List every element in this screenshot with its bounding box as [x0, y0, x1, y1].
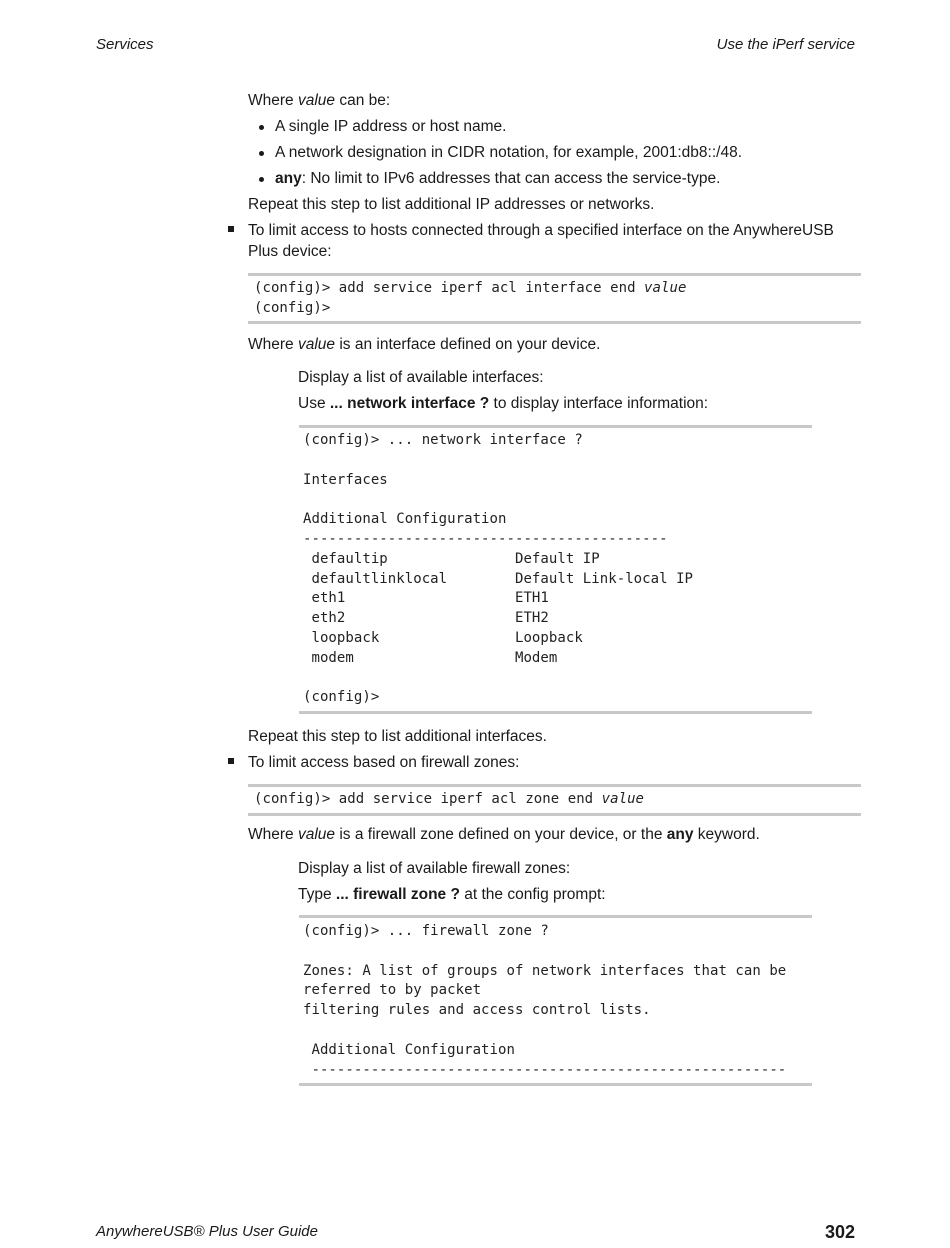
- text: Where: [248, 336, 298, 353]
- square-bullet-icon: [228, 226, 234, 232]
- text: Where: [248, 92, 298, 109]
- code-block-interface: [254, 279, 686, 319]
- code-line: defaultlinklocal Default Link-local IP: [303, 570, 694, 587]
- code-rule: [299, 711, 812, 714]
- code-block-zone: [254, 790, 644, 810]
- bullet-item: [275, 169, 720, 189]
- code-line: [303, 451, 693, 471]
- footer-guide-title: AnywhereUSB® Plus User Guide: [96, 1223, 318, 1240]
- text: is an interface defined on your device.: [335, 336, 601, 353]
- step-zones: To limit access based on firewall zones:: [248, 754, 520, 771]
- repeat-note: Repeat this step to list additional interfaces.: [248, 728, 547, 745]
- text: Where: [248, 826, 298, 843]
- keyword: any: [666, 826, 694, 843]
- text: Type: [298, 886, 336, 903]
- page-number: 302: [824, 1222, 855, 1242]
- code-placeholder: value: [644, 280, 687, 296]
- emphasis: value: [297, 92, 336, 109]
- code-line: -------------------------------------------: [303, 530, 668, 547]
- text: is a firewall zone defined on your device, or the: [335, 826, 667, 843]
- use-network-interface: [298, 394, 708, 414]
- code-line: [303, 490, 693, 510]
- code-line: referred to by packet: [303, 982, 482, 999]
- code-line: eth2 ETH2: [303, 610, 549, 627]
- display-interfaces: Display a list of available interfaces:: [298, 369, 544, 386]
- code-placeholder: value: [601, 791, 645, 807]
- code-line: --------------------------------------------------------: [303, 1061, 787, 1078]
- step-interface-line2: Plus device:: [248, 243, 332, 260]
- code-rule: [248, 784, 861, 787]
- keyword: any: [275, 170, 302, 187]
- code-line: [303, 942, 786, 962]
- repeat-note: Repeat this step to list additional IP addresses or networks.: [248, 196, 655, 213]
- code-line: eth1 ETH1: [303, 590, 549, 607]
- code-rule: [248, 321, 861, 324]
- bullet-icon: [259, 151, 264, 156]
- code-line: (config)> ... firewall zone ?: [303, 923, 549, 939]
- code-line: filtering rules and access control lists.: [303, 1002, 651, 1019]
- text: keyword.: [693, 826, 760, 843]
- text: : No limit to IPv6 addresses that can access the service-type.: [301, 170, 721, 187]
- code-text: (config)> add service iperf acl zone end: [254, 791, 602, 807]
- code-line: Additional Configuration: [303, 1041, 515, 1058]
- emphasis: value: [297, 336, 336, 353]
- where-interface: [248, 335, 600, 355]
- bullet-icon: [259, 125, 264, 130]
- code-text: (config)>: [254, 299, 331, 316]
- command: ... network interface ?: [329, 395, 490, 412]
- bullet-item: A network designation in CIDR notation, for example, 2001:db8::/48.: [275, 144, 743, 161]
- header-topic: Use the iPerf service: [716, 36, 855, 53]
- type-firewall-zone: [298, 885, 606, 905]
- step-interface-line1: To limit access to hosts connected through a specified interface on the AnywhereUSB: [248, 222, 834, 239]
- code-line: (config)> ... network interface ?: [303, 432, 583, 448]
- bullet-item: A single IP address or host name.: [275, 118, 507, 135]
- header-section: Services: [96, 36, 154, 53]
- code-block-firewall-zone: [303, 922, 786, 1080]
- code-block-network-interface: [303, 431, 693, 708]
- bullet-icon: [259, 177, 264, 182]
- code-rule: [248, 813, 861, 816]
- command: ... firewall zone ?: [335, 886, 460, 903]
- code-line: modem Modem: [303, 649, 558, 666]
- code-rule: [299, 425, 812, 428]
- code-rule: [299, 915, 812, 918]
- where-zone: [248, 825, 760, 845]
- code-line: defaultip Default IP: [303, 550, 600, 567]
- code-text: (config)> add service iperf acl interface end: [254, 280, 645, 296]
- text: at the config prompt:: [459, 886, 606, 903]
- where-value-intro: [248, 91, 390, 111]
- code-line: loopback Loopback: [303, 629, 583, 646]
- text: Use: [298, 395, 330, 412]
- code-line: Interfaces: [303, 471, 388, 488]
- text: can be:: [335, 92, 391, 109]
- display-zones: Display a list of available firewall zones:: [298, 860, 571, 877]
- text: to display interface information:: [489, 395, 709, 412]
- emphasis: value: [297, 826, 336, 843]
- code-line: Zones: A list of groups of network interfaces that can be: [303, 962, 787, 979]
- square-bullet-icon: [228, 758, 234, 764]
- code-line: (config)>: [303, 689, 380, 706]
- code-rule: [299, 1083, 812, 1086]
- code-line: [303, 1021, 786, 1041]
- code-rule: [248, 273, 861, 276]
- code-line: [303, 669, 693, 689]
- code-line: Additional Configuration: [303, 511, 507, 528]
